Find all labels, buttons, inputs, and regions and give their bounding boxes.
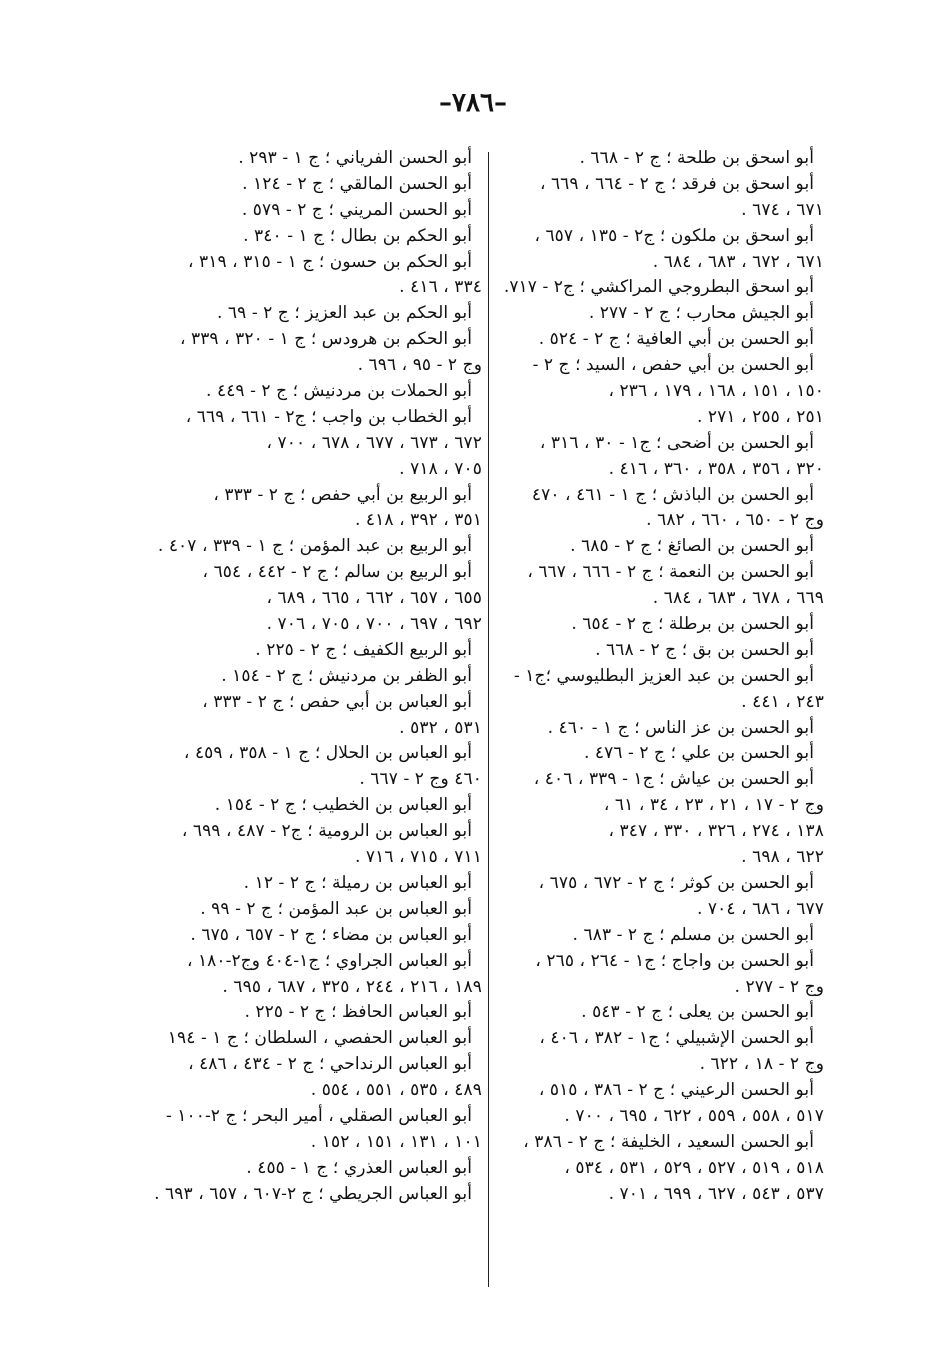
index-entry: أبو اسحق بن طلحة ؛ ج ٢ - ٦٦٨ .	[579, 148, 814, 168]
index-entry: أبو العباس الجراوي ؛ ج١-٤٠٤ وج٢-١٨٠ ،	[186, 950, 472, 971]
index-column-left	[148, 146, 482, 1208]
index-entry: أبو الحسن الرعيني ؛ ج ٢ - ٣٨٦ ، ٥١٥ ،	[538, 1080, 814, 1101]
index-column-right	[494, 146, 824, 1208]
index-entry: أبو الجيش محارب ؛ ج ٢ - ٢٧٧ .	[588, 303, 814, 324]
index-entry: أبو الحسن الإشبيلي ؛ ج١ - ٣٨٢ ، ٤٠٦ ،	[539, 1028, 814, 1049]
index-entry-continuation: ٢٥١ ، ٢٥٥ ، ٢٧١ .	[696, 406, 824, 427]
index-entry: أبو الحسن بن بق ؛ ج ٢ - ٦٦٨ .	[595, 639, 814, 660]
index-entry: أبو الحسن السعيد ، الخليفة ؛ ج ٢ - ٣٨٦ ،	[523, 1131, 814, 1152]
index-entry-continuation: ٥١٧ ، ٥٥٨ ، ٥٥٩ ، ٦٢٢ ، ٦٩٥ ، ٧٠٠ .	[564, 1105, 824, 1126]
index-entry: أبو الحسن بن أضحى ؛ ج١ - ٣٠ ، ٣١٦ ،	[539, 432, 814, 453]
index-entry-continuation: ٦٢٢ ، ٦٩٨ .	[741, 847, 824, 868]
index-entry: أبو العباس بن أبي حفص ؛ ج ٢ - ٣٣٣ ،	[202, 691, 472, 712]
index-entry-continuation: ٤٨٩ ، ٥٣٥ ، ٥٥١ ، ٥٥٤ .	[310, 1080, 482, 1101]
index-entry: أبو الحسن بن يعلى ؛ ج ٢ - ٥٤٣ .	[581, 1002, 814, 1023]
index-entry: أبو العباس العذري ؛ ج ١ - ٤٥٥ .	[246, 1157, 472, 1178]
index-entry: أبو الحسن بن الصائغ ؛ ج ٢ - ٦٨٥ .	[570, 536, 814, 557]
index-entry: أبو اسحق البطروجي المراكشي ؛ ج٢ - ٧١٧.	[503, 277, 814, 298]
index-entry: أبو الربيع بن عبد المؤمن ؛ ج ١ - ٣٣٩ ، ٤٠٧ .	[157, 536, 472, 557]
index-entry-continuation: ٦٧١ ، ٦٧٤ .	[741, 199, 824, 220]
index-entry-continuation: وج ٢ - ٢٧٧ .	[734, 976, 824, 997]
index-entry: أبو الحسن بن عز الناس ؛ ج ١ - ٤٦٠ .	[547, 717, 814, 738]
index-entry-continuation: ٦٧١ ، ٦٧٢ ، ٦٨٣ ، ٦٨٤ .	[652, 251, 824, 272]
page-number: –٧٨٦–	[439, 88, 507, 118]
index-entry: أبو العباس بن الحلال ؛ ج ١ - ٣٥٨ ، ٤٥٩ ،	[183, 743, 472, 764]
index-entry-continuation: وج ٢ - ١٨ ، ٦٢٢ .	[699, 1054, 824, 1075]
index-entry: أبو الحكم بن هرودس ؛ ج ١ - ٣٢٠ ، ٣٣٩ ،	[179, 329, 472, 350]
index-entry: أبو الظفر بن مردنيش ؛ ج ٢ - ١٥٤ .	[221, 665, 472, 686]
index-entry-continuation: ٦٥٥ ، ٦٥٧ ، ٦٦٢ ، ٦٦٥ ، ٦٨٩ ،	[266, 588, 482, 609]
index-entry: أبو العباس بن عبد المؤمن ؛ ج ٢ - ٩٩ .	[200, 898, 472, 919]
index-entry: أبو الخطاب بن واجب ؛ ج٢ - ٦٦١ ، ٦٦٩ ،	[185, 406, 472, 427]
index-entry: أبو الحكم بن عبد العزيز ؛ ج ٢ - ٦٩ .	[216, 303, 472, 324]
index-entry-continuation: ٥١٨ ، ٥١٩ ، ٥٢٧ ، ٥٢٩ ، ٥٣١ ، ٥٣٤ ،	[564, 1157, 824, 1178]
index-entry: أبو الحكم بن بطال ؛ ج ١ - ٣٤٠ .	[243, 225, 472, 246]
index-entry-continuation: ٧١١ ، ٧١٥ ، ٧١٦ .	[354, 847, 482, 868]
index-entry: أبو الحكم بن حسون ؛ ج ١ - ٣١٥ ، ٣١٩ ،	[187, 251, 472, 272]
index-entry: أبو الحملات بن مردنيش ؛ ج ٢ - ٤٤٩ .	[206, 381, 472, 402]
index-entry-continuation: وج ٢ - ١٧ ، ٢١ ، ٢٣ ، ٣٤ ، ٦١ ،	[603, 795, 824, 816]
index-entry: أبو الحسن بن النعمة ؛ ج ٢ - ٦٦٦ ، ٦٦٧ ،	[527, 562, 814, 583]
index-entry-continuation: ٦٧٢ ، ٦٧٣ ، ٦٧٧ ، ٦٧٨ ، ٧٠٠ ،	[266, 432, 482, 453]
index-entry-continuation: ٣٥١ ، ٣٩٢ ، ٤١٨ .	[354, 510, 482, 531]
index-entry-continuation: ٦٦٩ ، ٦٧٨ ، ٦٨٣ ، ٦٨٤ .	[652, 588, 824, 609]
index-entry: أبو الربيع بن سالم ؛ ج ٢ - ٤٤٢ ، ٦٥٤ ،	[202, 562, 472, 583]
index-entry: أبو العباس بن رميلة ؛ ج ٢ - ١٢ .	[243, 872, 472, 893]
index-entry: أبو الحسن بن علي ؛ ج ٢ - ٤٧٦ .	[583, 743, 814, 764]
index-entry: أبو العباس الحفصي ، السلطان ؛ ج ١ - ١٩٤	[167, 1028, 472, 1049]
index-entry: أبو الحسن بن أبي حفص ، السيد ؛ ج ٢ -	[532, 355, 814, 376]
index-entry: أبو العباس الحافظ ؛ ج ٢ - ٢٢٥ .	[244, 1002, 472, 1023]
index-entry-continuation: ٢٤٣ ، ٤٤١ .	[741, 691, 824, 712]
index-entry: أبو العباس بن مضاء ؛ ج ٢ - ٦٥٧ ، ٦٧٥ .	[190, 924, 472, 945]
index-entry-continuation: ١٨٩ ، ٢١٦ ، ٢٤٤ ، ٣٢٥ ، ٦٨٧ ، ٦٩٥ .	[222, 976, 482, 997]
index-entry-continuation: ٣٣٤ ، ٤١٦ .	[399, 277, 482, 298]
index-entry: أبو الحسن بن الباذش ؛ ج ١ - ٤٦١ ، ٤٧٠	[531, 484, 814, 505]
index-entry-continuation: ٥٣١ ، ٥٣٢ .	[399, 717, 482, 738]
index-entry-continuation: ٤٦٠ وج ٢ - ٦٦٧ .	[359, 769, 482, 790]
index-entry: أبو العباس الصقلي ، أمير البحر ؛ ج ٢-١٠٠ -	[165, 1105, 472, 1126]
index-entry: أبو الحسن بن مسلم ؛ ج ٢ - ٦٨٣ .	[572, 924, 814, 945]
index-entry-continuation: ١٥٠ ، ١٥١ ، ١٦٨ ، ١٧٩ ، ٢٣٦ ،	[608, 381, 824, 402]
index-entry-continuation: ٥٣٧ ، ٥٤٣ ، ٦٢٧ ، ٦٩٩ ، ٧٠١ .	[608, 1183, 824, 1204]
index-entry: أبو العباس الجريطي ؛ ج ٢-٦٠٧ ، ٦٥٧ ، ٦٩٣ .	[154, 1183, 472, 1204]
index-entry: أبو العباس بن الرومية ؛ ج٢ - ٤٨٧ ، ٦٩٩ ،	[181, 821, 472, 842]
index-entry: أبو الحسن بن عياش ؛ ج١ - ٣٣٩ ، ٤٠٦ ،	[533, 769, 814, 790]
index-entry: أبو الحسن الفرياني ؛ ج ١ - ٢٩٣ .	[238, 148, 472, 168]
index-entry: أبو الربيع بن أبي حفص ؛ ج ٢ - ٣٣٣ ،	[213, 484, 472, 505]
index-entry: أبو الحسن بن عبد العزيز البطليوسي ؛ج١ -	[514, 665, 814, 686]
index-entry: أبو الحسن بن برطلة ؛ ج ٢ - ٦٥٤ .	[571, 614, 814, 635]
index-entry-continuation: ١٠١ ، ١٣١ ، ١٥١ ، ١٥٢ .	[310, 1131, 482, 1152]
index-entry-continuation: ٦٩٢ ، ٦٩٧ ، ٧٠٠ ، ٧٠٥ ، ٧٠٦ .	[266, 614, 482, 635]
index-entry: أبو اسحق بن ملكون ؛ ج٢ - ١٣٥ ، ٦٥٧ ،	[534, 225, 814, 246]
column-divider	[488, 152, 489, 1287]
index-entry-continuation: وج ٢ - ٦٥٠ ، ٦٦٠ ، ٦٨٢ .	[646, 510, 824, 531]
index-entry: أبو الحسن بن كوثر ؛ ج ٢ - ٦٧٢ ، ٦٧٥ ،	[538, 872, 814, 893]
index-entry: أبو الحسن المالقي ؛ ج ٢ - ١٢٤ .	[242, 173, 472, 194]
index-entry: أبو العباس الرنداحي ؛ ج ٢ - ٤٣٤ ، ٤٨٦ ،	[188, 1054, 472, 1075]
index-entry: أبو العباس بن الخطيب ؛ ج ٢ - ١٥٤ .	[214, 795, 472, 816]
index-entry: أبو الحسن المريني ؛ ج ٢ - ٥٧٩ .	[241, 199, 472, 220]
index-entry-continuation: وج ٢ - ٩٥ ، ٦٩٦ .	[357, 355, 482, 376]
index-entry-continuation: ٧٠٥ ، ٧١٨ .	[399, 458, 482, 479]
index-entry-continuation: ٣٢٠ ، ٣٥٦ ، ٣٥٨ ، ٣٦٠ ، ٤١٦ .	[608, 458, 824, 479]
index-entry: أبو الحسن بن واجاج ؛ ج١ - ٢٦٤ ، ٢٦٥ ،	[535, 950, 814, 971]
index-entry: أبو الربيع الكفيف ؛ ج ٢ - ٢٢٥ .	[255, 639, 472, 660]
index-entry-continuation: ١٣٨ ، ٢٧٤ ، ٣٢٦ ، ٣٣٠ ، ٣٤٧ ،	[608, 821, 824, 842]
index-entry-continuation: ٦٧٧ ، ٦٨٦ ، ٧٠٤ .	[696, 898, 824, 919]
index-entry: أبو الحسن بن أبي العافية ؛ ج ٢ - ٥٢٤ .	[538, 329, 814, 350]
index-entry: أبو اسحق بن فرقد ؛ ج ٢ - ٦٦٤ ، ٦٦٩ ،	[539, 173, 814, 194]
